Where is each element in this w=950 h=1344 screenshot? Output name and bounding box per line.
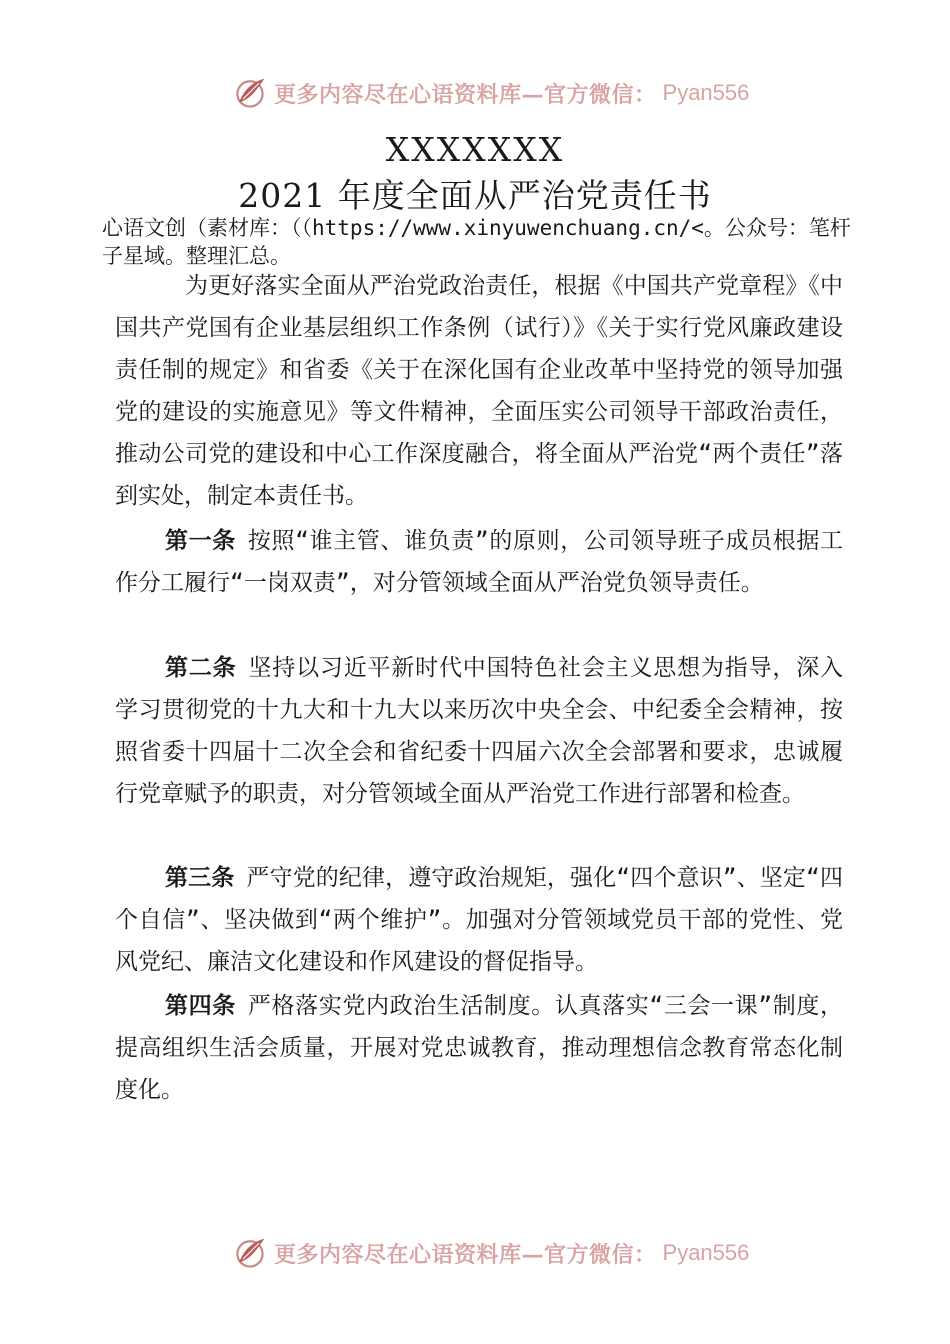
- article-2: [115, 647, 843, 815]
- article-4-label: 第四条: [165, 993, 236, 1019]
- watermark-header: [232, 73, 749, 113]
- article-1-label: 第一条: [165, 528, 236, 554]
- article-3: [115, 857, 843, 983]
- article-3-label: 第三条: [165, 865, 235, 891]
- article-2-label: 第二条: [165, 655, 237, 681]
- leaf-logo-icon: [232, 1235, 268, 1271]
- article-3-text: 严守党的纪律，遵守政治规矩，强化“四个意识”、坚定“四个自信”、坚决做到“两个维护”。加强对分管领域党员干部的党性、党风党纪、廉洁文化建设和作风建设的督促指导。: [115, 865, 843, 975]
- watermark-handle: Pyan556: [662, 80, 750, 105]
- article-4: [115, 985, 843, 1111]
- article-1: [115, 520, 843, 604]
- leaf-logo-icon: [232, 75, 268, 111]
- article-4-text: 严格落实党内政治生活制度。认真落实“三会一课”制度，提高组织生活会质量，开展对党忠诚教育，推动理想信念教育常态化制度化。: [115, 993, 843, 1103]
- document-title-line1: XXXXXXX: [385, 130, 565, 169]
- article-1-text: 按照“谁主管、谁负责”的原则，公司领导班子成员根据工作分工履行“一岗双责”，对分管领域全面从严治党负领导责任。: [115, 528, 843, 596]
- watermark-text: 更多内容尽在心语资料库—官方微信：: [274, 81, 657, 108]
- article-2-text: 坚持以习近平新时代中国特色社会主义思想为指导，深入学习贯彻党的十九大和十九大以来历次中央全会、中纪委全会精神，按照省委十四届十二次全会和省纪委十四届六次全会部署和要求，忠诚履行党章赋予的职责，对分管领域全面从严治党工作进行部署和检查。: [115, 655, 844, 807]
- source-note: 心语文创（素材库：（（https://www.xinyuwenchuang.cn/<。公众号：笔杆子星域。整理汇总。: [102, 216, 851, 268]
- document-title-line2: 2021 年度全面从严治党责任书: [238, 176, 712, 215]
- watermark-handle: Pyan556: [662, 1240, 750, 1265]
- intro-paragraph: 为更好落实全面从严治党政治责任，根据《中国共产党章程》《中国共产党国有企业基层组织工作条例（试行）》《关于实行党风廉政建设责任制的规定》和省委《关于在深化国有企业改革中坚持党的领导加强党的建设的实施意见》等文件精神，全面压实公司领导干部政治责任，推动公司党的建设和中心工作深度融合，将全面从严治党“两个责任”落到实处，制定本责任书。: [115, 273, 843, 509]
- watermark-text: 更多内容尽在心语资料库—官方微信：: [274, 1241, 657, 1268]
- watermark-footer: [232, 1233, 749, 1273]
